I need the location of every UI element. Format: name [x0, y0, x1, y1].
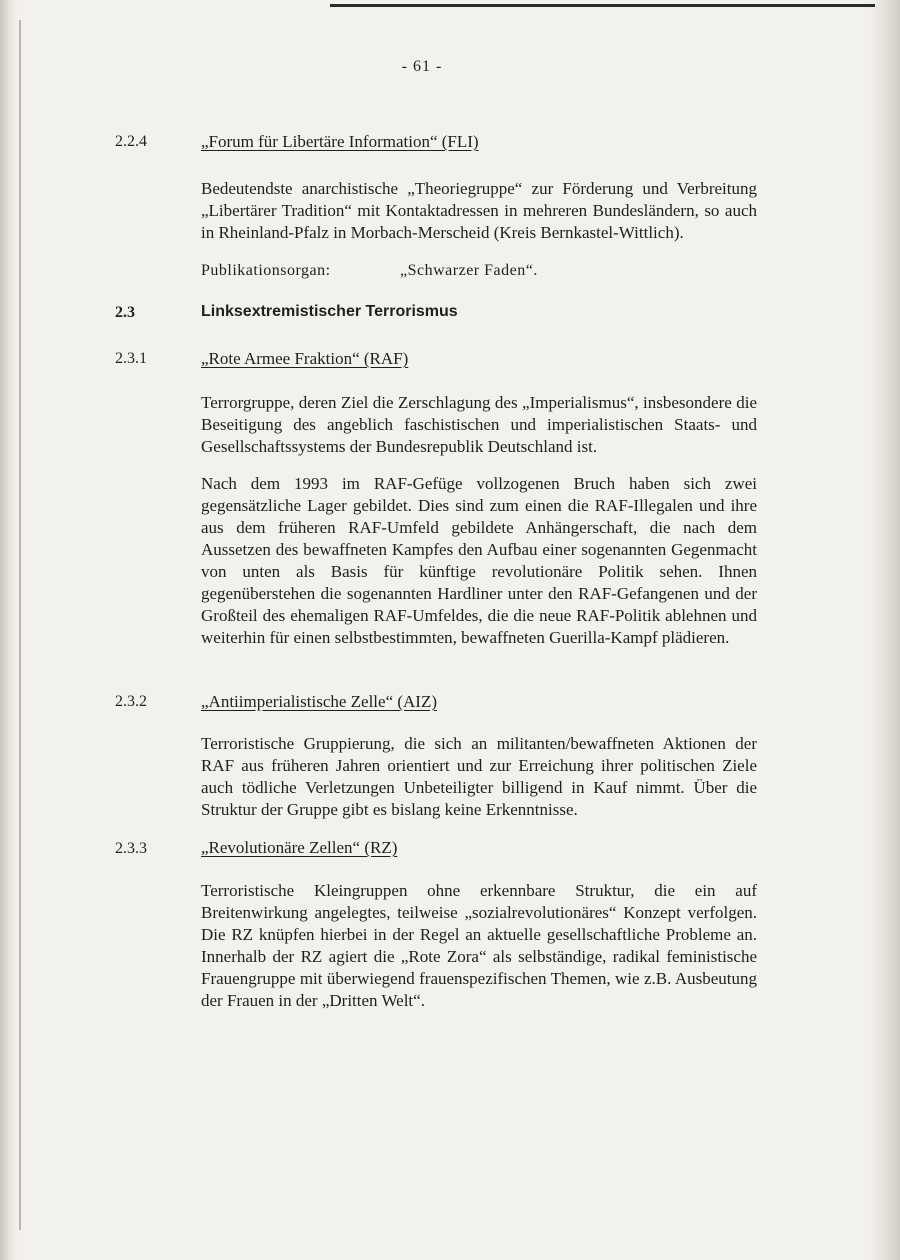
publication-value: „Schwarzer Faden“.: [400, 262, 538, 279]
section-title-linksextremistischer-terrorismus: Linksextremistischer Terrorismus: [201, 303, 458, 320]
paragraph-aiz: Terroristische Gruppierung, die sich an militanten/bewaffneten Aktionen der RAF aus früheren Jahren orientiert und zur Erreichung ihrer politischen Ziele auch tödliche Verletzungen Unbeteiligter billigend in Kauf nimmt. Über die Struktur der Gruppe gibt es bislang keine Erkenntnisse.: [201, 734, 757, 819]
scan-shadow-right: [870, 0, 900, 1260]
paragraph-raf-2: Nach dem 1993 im RAF-Gefüge vollzogenen Bruch haben sich zwei gegensätzliche Lager gebildet. Dies sind zum einen die RAF-Illegalen und ihre aus dem früheren RAF-Umfeld gebildete Anhängerschaft, die nach dem Aussetzen des bewaffneten Kampfes den Aufbau einer sogenannten Gegenmacht von unten als Basis für künftige revolutionäre Politik sehen. Ihnen gegenüberstehen die sogenannten Hardliner unter den RAF-Gefangenen und der Großteil des ehemaligen RAF-Umfeldes, die die neue RAF-Politik ablehnen und weiterhin für einen selbstbestimmten, bewaffneten Guerilla-Kampf plädieren.: [201, 474, 757, 647]
scan-top-rule: [330, 4, 875, 7]
section-title-rz: „Revolutionäre Zellen“ (RZ): [201, 838, 398, 857]
section-number-2-3-2: 2.3.2: [115, 693, 147, 710]
publication-label: Publikationsorgan:: [201, 262, 331, 279]
section-number-2-3-3: 2.3.3: [115, 840, 147, 857]
section-title-raf: „Rote Armee Fraktion“ (RAF): [201, 349, 409, 368]
scan-left-rule: [19, 20, 21, 1230]
section-number-2-2-4: 2.2.4: [115, 133, 147, 150]
page-number: - 61 -: [401, 58, 443, 75]
scan-shadow-left: [0, 0, 18, 1260]
section-number-2-3: 2.3: [115, 304, 135, 321]
paragraph-rz: Terroristische Kleingruppen ohne erkennbare Struktur, die ein auf Breitenwirkung angelegtes, teilweise „sozialrevolutionäres“ Konzept verfolgen. Die RZ knüpfen hierbei in der Regel an aktuelle gesellschaftliche Probleme an. Innerhalb der RZ agiert die „Rote Zora“ als selbständige, radikal feministische Frauengruppe mit überwiegend frauenspezifischen Themen, wie z.B. Ausbeutung der Frauen in der „Dritten Welt“.: [201, 881, 757, 1010]
paragraph-fli: Bedeutendste anarchistische „Theoriegruppe“ zur Förderung und Verbreitung „Libertärer Tradition“ mit Kontaktadressen in mehreren Bundesländern, so auch in Rheinland-Pfalz in Morbach-Merscheid (Kreis Bernkastel-Wittlich).: [201, 179, 757, 242]
section-number-2-3-1: 2.3.1: [115, 350, 147, 367]
paragraph-raf-1: Terrorgruppe, deren Ziel die Zerschlagung des „Imperialismus“, insbesondere die Beseitigung des angeblich faschistischen und imperialistischen Staats- und Gesellschaftssystems der Bundesrepublik Deutschland ist.: [201, 393, 757, 456]
section-title-fli: „Forum für Libertäre Information“ (FLI): [201, 132, 479, 151]
section-title-aiz: „Antiimperialistische Zelle“ (AIZ): [201, 692, 438, 711]
